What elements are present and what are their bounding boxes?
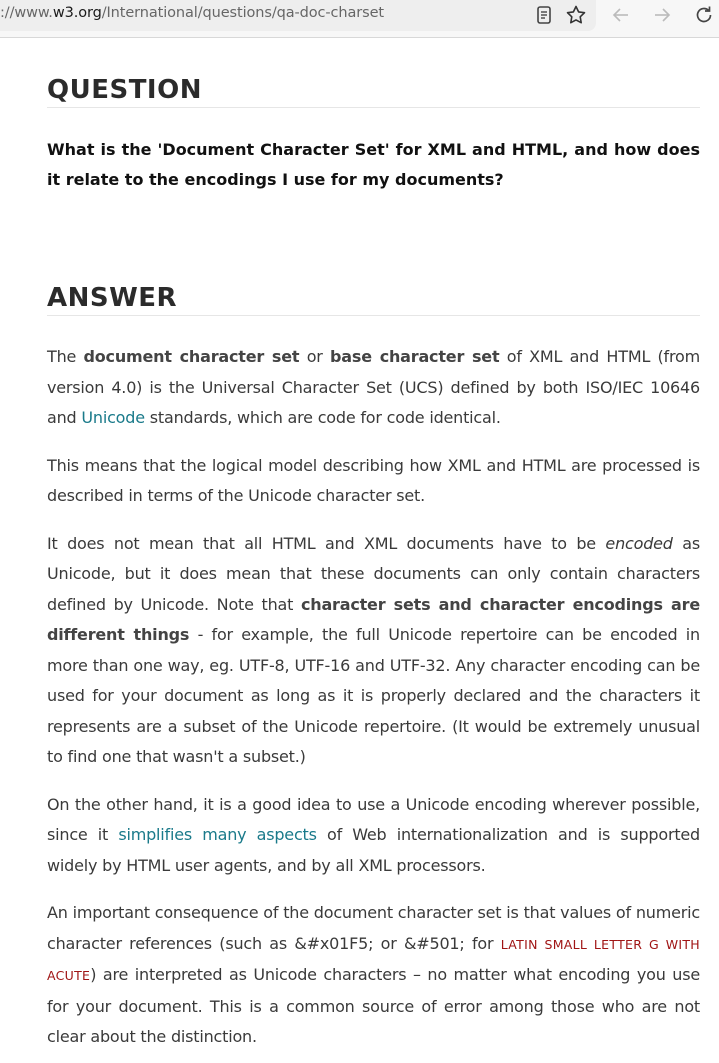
- text: It does not mean that all HTML and XML documents have to be: [47, 533, 606, 553]
- reload-icon[interactable]: [692, 3, 716, 27]
- emphasis-text: encoded: [605, 533, 673, 553]
- text: or: [299, 347, 331, 366]
- browser-toolbar: [0, 0, 719, 38]
- url-host: w3.org: [52, 5, 102, 21]
- url-path: /International/questions/qa-doc-charset: [101, 5, 384, 21]
- answer-paragraph-5: [47, 898, 700, 1053]
- bold-text: base character set: [330, 347, 500, 366]
- text: as Unicode, but it does mean that these documents can only contain characters defined by Unicode. Note that: [47, 533, 700, 614]
- url-text[interactable]: [0, 5, 384, 21]
- reader-view-icon[interactable]: [532, 3, 556, 27]
- text: The: [47, 347, 84, 366]
- answer-paragraph-2: This means that the logical model describing how XML and HTML are processed is described in terms of the Unicode character set.: [47, 455, 700, 505]
- forward-arrow-icon[interactable]: [650, 3, 674, 27]
- answer-paragraph-1: [47, 342, 700, 434]
- text: standards, which are code for code identical.: [144, 408, 501, 427]
- text: of XML and HTML (from version 4.0) is the Universal Character Set (UCS) defined by both ISO/IEC 10646 and: [47, 347, 700, 427]
- bookmark-star-icon[interactable]: [564, 3, 588, 27]
- text: ) are interpreted as Unicode characters – no matter what encoding you use for your document. This is a common source of error among those who are not clear about the distinction.: [47, 965, 700, 1046]
- answer-heading: ANSWER: [47, 280, 700, 316]
- url-prefix: ://www.: [0, 5, 53, 21]
- text: of Web internationalization and is supported widely by HTML user agents, and by all XML processors.: [47, 825, 700, 875]
- question-text: What is the 'Document Character Set' for XML and HTML, and how does it relate to the encodings I use for my documents?: [47, 140, 700, 189]
- text: - for example, the full Unicode repertoire can be encoded in more than one way, eg. UTF-8, UTF-16 and UTF-32. Any character encoding can be used for your document as long as it is properly declared and the characters it represents are a subset of the Unicode repertoire. (It would be extremely unusual to find one that wasn't a subset.): [47, 625, 700, 766]
- back-arrow-icon[interactable]: [609, 3, 633, 27]
- bold-text: document character set: [83, 347, 300, 366]
- small-caps-character-name: LATIN SMALL LETTER G WITH ACUTE: [47, 936, 700, 983]
- address-bar[interactable]: [0, 0, 596, 31]
- answer-paragraph-4: [47, 790, 700, 882]
- text: On the other hand, it is a good idea to use a Unicode encoding wherever possible, since it: [47, 794, 700, 844]
- text: An important consequence of the document character set is that values of numeric character references (such as &#x01F5; or &#501; for: [47, 903, 700, 953]
- simplifies-many-aspects-link[interactable]: simplifies many aspects: [118, 825, 317, 844]
- question-heading: QUESTION: [47, 72, 700, 108]
- answer-body: [47, 342, 700, 1063]
- bold-text: character sets and character encodings are different things: [47, 594, 700, 644]
- answer-paragraph-3: [47, 529, 700, 773]
- unicode-link[interactable]: Unicode: [81, 408, 145, 427]
